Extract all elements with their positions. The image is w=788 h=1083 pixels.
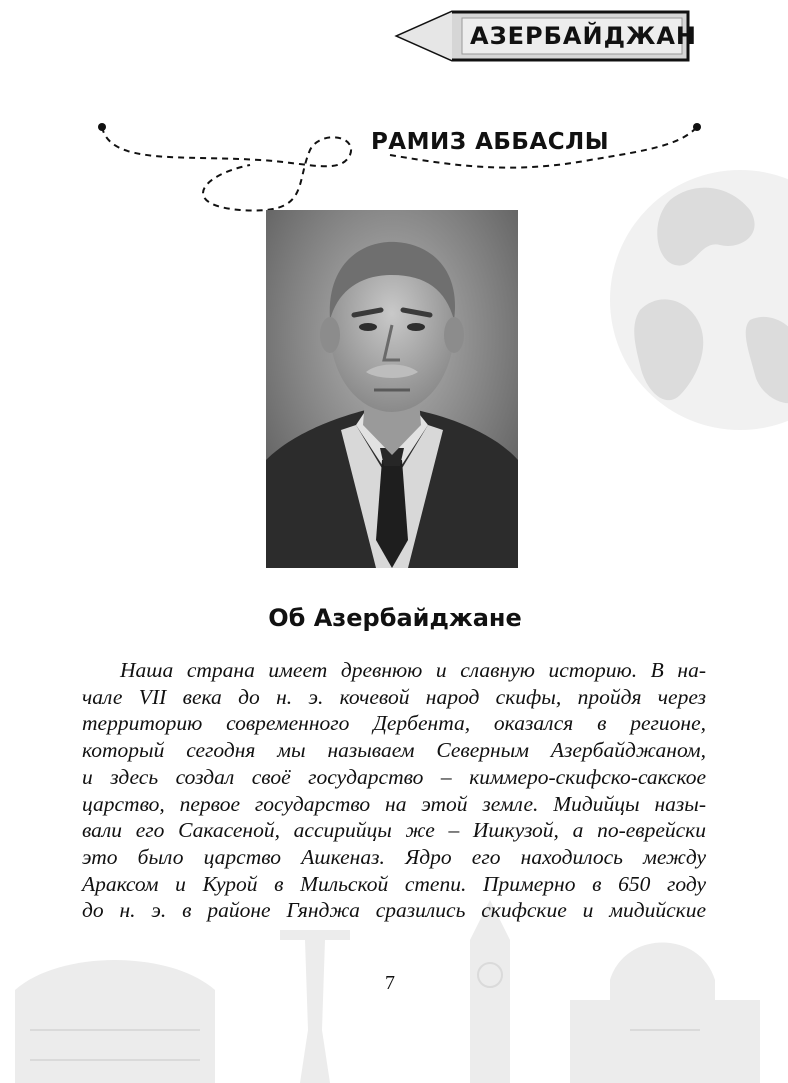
text-line: территорию современного Дербента, оказался в регионе,: [82, 711, 706, 736]
text-line: вали его Сакасеной, ассирийцы же – Ишкузой, а по-еврейски: [82, 818, 706, 843]
author-portrait: [266, 210, 518, 568]
statue-icon: [280, 930, 350, 1083]
text-line: который сегодня мы называем Северным Азербайджаном,: [82, 738, 706, 763]
body-paragraph: [82, 657, 706, 924]
text-line: чале VII века до н. э. кочевой народ скифы, пройдя через: [82, 684, 706, 709]
text-line: царство, первое государство на этой земле. Мидийцы назы-: [82, 791, 706, 816]
text-line: и здесь создал своё государство – киммеро-скифско-сакское: [82, 764, 706, 789]
text-line: это было царство Ашкеназ. Ядро его находилось между: [82, 844, 706, 869]
page-number: 7: [385, 972, 395, 994]
text-line: Араксом и Курой в Мильской степи. Примерно в 650 году: [82, 871, 706, 896]
colosseum-icon: [15, 960, 215, 1083]
section-heading: Об Азербайджане: [268, 604, 522, 632]
palace-icon: [570, 943, 760, 1083]
country-tag-label: АЗЕРБАЙДЖАН: [470, 22, 697, 50]
author-name: РАМИЗ АББАСЛЫ: [370, 129, 610, 155]
text-line: до н. э. в районе Гянджа сразились скифские и мидийские: [82, 898, 706, 923]
text-line: Наша страна имеет древнюю и славную историю. В на-: [120, 658, 706, 682]
clock-tower-icon: [470, 900, 510, 1083]
